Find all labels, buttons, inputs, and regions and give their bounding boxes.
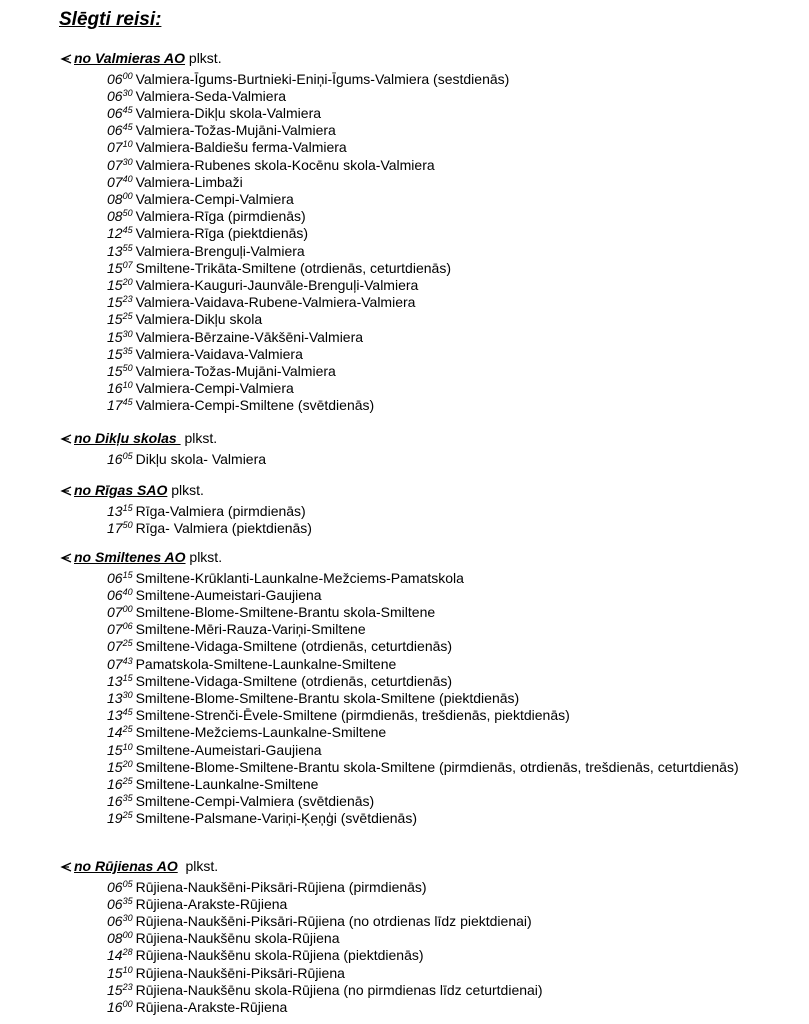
section-source: no Rīgas SAO (74, 482, 168, 498)
trip-row (107, 670, 452, 687)
trip-route: Smiltene-Vidaga-Smiltene (otrdienās, ceturtdienās) (135, 672, 453, 689)
section-source: no Valmieras AO (74, 50, 186, 66)
trip-row (107, 205, 306, 225)
departure-minute: 05 (122, 878, 133, 889)
arrow-left-icon (60, 858, 74, 875)
arrow-left-icon (60, 482, 74, 499)
departure-minute: 30 (122, 912, 133, 923)
trip-row (107, 326, 363, 343)
section-heading (60, 482, 204, 499)
trip-route: Smiltene-Aumeistari-Gaujiena (135, 741, 322, 758)
arrow-left-icon (60, 50, 74, 67)
departure-minute: 05 (122, 450, 133, 461)
trip-route: Dikļu skola- Valmiera (135, 450, 267, 467)
trip-row (107, 274, 418, 291)
trip-row (107, 687, 519, 704)
trip-row (107, 85, 286, 102)
trip-row (107, 979, 543, 996)
departure-minute: 43 (122, 655, 133, 666)
departure-hour: 06 (107, 878, 123, 895)
departure-hour: 13 (107, 672, 123, 689)
trip-row (107, 377, 294, 397)
departure-hour: 06 (107, 912, 123, 929)
section-source: no Smiltenes AO (74, 549, 186, 565)
departure-minute: 35 (122, 895, 133, 906)
trip-route: Valmiera-Rubenes skola-Kocēnu skola-Valmiera (135, 156, 435, 173)
departure-hour: 13 (107, 707, 123, 724)
departure-minute: 45 (122, 122, 133, 133)
departure-minute: 07 (122, 259, 133, 270)
departure-hour: 08 (107, 930, 123, 947)
section-suffix: plkst. (185, 549, 223, 565)
departure-minute: 55 (122, 242, 133, 253)
departure-minute: 20 (122, 276, 133, 287)
departure-hour: 07 (107, 638, 123, 655)
trip-row (107, 962, 345, 979)
trip-row (107, 360, 336, 377)
trip-row (107, 807, 418, 827)
trip-route: Smiltene-Palsmane-Variņi-Ķeņģi (svētdienās) (135, 810, 418, 827)
trip-row (107, 704, 570, 724)
departure-hour: 06 (107, 569, 123, 586)
trip-row (107, 876, 427, 893)
departure-minute: 00 (122, 190, 133, 201)
departure-hour: 17 (107, 519, 123, 536)
departure-minute: 00 (122, 70, 133, 81)
departure-minute: 25 (122, 775, 133, 786)
departure-minute: 25 (122, 311, 133, 322)
departure-minute: 28 (122, 947, 133, 958)
trip-row (107, 756, 739, 773)
trip-route: Smiltene-Vidaga-Smiltene (otrdienās, ceturtdienās) (135, 638, 453, 655)
departure-minute: 45 (122, 104, 133, 115)
section-suffix: plkst. (167, 482, 204, 498)
departure-hour: 15 (107, 345, 123, 362)
departure-hour: 14 (107, 947, 123, 964)
trip-route: Rūjiena-Naukšēni-Piksāri-Rūjiena (no otrdienas līdz piektdienai) (135, 912, 532, 929)
trip-route: Rūjiena-Naukšēnu skola-Rūjiena (piektdienās) (135, 947, 424, 964)
departure-minute: 10 (122, 380, 133, 391)
trip-row (107, 188, 294, 205)
departure-hour: 15 (107, 294, 123, 311)
section-suffix: plkst. (185, 50, 222, 66)
trip-route: Valmiera-Vaidava-Rubene-Valmiera-Valmiera (135, 294, 416, 311)
page-title: Slēgti reisi: (59, 9, 162, 30)
trip-row (107, 653, 396, 670)
trip-row (107, 927, 340, 947)
section-heading (60, 549, 222, 566)
departure-hour: 06 (107, 104, 123, 121)
departure-hour: 07 (107, 655, 123, 672)
departure-hour: 15 (107, 362, 123, 379)
departure-minute: 45 (122, 707, 133, 718)
departure-minute: 20 (122, 758, 133, 769)
trip-row (107, 601, 435, 618)
trip-route: Valmiera-Bērzaine-Vākšēni-Valmiera (135, 328, 364, 345)
trip-route: Rūjiena-Arakste-Rūjiena (135, 895, 288, 912)
trip-route: Rīga-Valmiera (pirmdienās) (135, 502, 306, 519)
departure-hour: 16 (107, 793, 123, 810)
departure-hour: 17 (107, 397, 123, 414)
departure-minute: 15 (122, 502, 133, 513)
departure-hour: 06 (107, 586, 123, 603)
trip-row (107, 773, 318, 790)
departure-hour: 15 (107, 276, 123, 293)
trip-row (107, 119, 336, 139)
departure-hour: 15 (107, 259, 123, 276)
departure-minute: 30 (122, 156, 133, 167)
trip-route: Valmiera-Rīga (pirmdienās) (135, 208, 306, 225)
trip-row (107, 893, 287, 910)
departure-minute: 06 (122, 621, 133, 632)
departure-minute: 40 (122, 586, 133, 597)
arrow-left-icon (60, 549, 74, 566)
departure-minute: 45 (122, 397, 133, 408)
trip-row (107, 618, 366, 638)
trip-route: Valmiera-Kauguri-Jaunvāle-Brenguļi-Valmiera (135, 276, 419, 293)
trip-route: Smiltene-Launkalne-Smiltene (135, 775, 319, 792)
departure-hour: 15 (107, 328, 123, 345)
departure-minute: 23 (122, 294, 133, 305)
departure-hour: 16 (107, 998, 123, 1015)
trip-row (107, 910, 532, 927)
section-source: no Dikļu skolas (74, 430, 181, 446)
departure-hour: 07 (107, 173, 123, 190)
trip-route: Valmiera-Cempi-Smiltene (svētdienās) (135, 397, 375, 414)
trip-row (107, 257, 451, 274)
trip-route: Valmiera-Rīga (piektdienās) (135, 225, 309, 242)
departure-hour: 08 (107, 190, 123, 207)
departure-minute: 30 (122, 328, 133, 339)
departure-hour: 07 (107, 139, 123, 156)
trip-row (107, 171, 243, 188)
trip-row (107, 308, 263, 328)
trip-route: Valmiera-Dikļu skola-Valmiera (135, 104, 322, 121)
trip-row (107, 68, 509, 85)
trip-route: Pamatskola-Smiltene-Launkalne-Smiltene (135, 655, 397, 672)
trip-row (107, 635, 453, 655)
departure-minute: 40 (122, 173, 133, 184)
departure-hour: 16 (107, 380, 123, 397)
departure-hour: 07 (107, 603, 123, 620)
trip-route: Rūjiena-Naukšēni-Piksāri-Rūjiena (pirmdienās) (135, 878, 427, 895)
departure-hour: 13 (107, 689, 123, 706)
departure-minute: 50 (122, 208, 133, 219)
departure-hour: 07 (107, 156, 123, 173)
departure-hour: 06 (107, 122, 123, 139)
trip-row (107, 721, 387, 741)
departure-minute: 45 (122, 225, 133, 236)
section-heading (60, 858, 218, 875)
departure-hour: 13 (107, 502, 123, 519)
departure-hour: 16 (107, 775, 123, 792)
trip-route: Smiltene-Trikāta-Smiltene (otrdienās, ceturtdienās) (135, 259, 451, 276)
section-heading (60, 430, 217, 447)
departure-minute: 30 (122, 87, 133, 98)
trip-row (107, 790, 375, 810)
trip-route: Smiltene-Blome-Smiltene-Brantu skola-Smiltene (piektdienās) (135, 689, 520, 706)
trip-row (107, 136, 347, 156)
trip-route: Valmiera-Tožas-Mujāni-Valmiera (135, 122, 336, 139)
departure-minute: 00 (122, 930, 133, 941)
departure-hour: 06 (107, 70, 123, 87)
trip-row (107, 996, 287, 1013)
departure-minute: 15 (122, 672, 133, 683)
trip-route: Smiltene-Mēri-Rauza-Variņi-Smiltene (135, 621, 366, 638)
trip-row (107, 500, 306, 517)
departure-hour: 12 (107, 225, 123, 242)
trip-row (107, 944, 424, 964)
departure-minute: 23 (122, 981, 133, 992)
trip-row (107, 567, 464, 584)
section-suffix: plkst. (180, 430, 218, 446)
trip-route: Valmiera-Vaidava-Valmiera (135, 345, 303, 362)
trip-route: Rūjiena-Naukšēni-Piksāri-Rūjiena (135, 964, 345, 981)
departure-hour: 08 (107, 208, 123, 225)
trip-row (107, 343, 303, 360)
trip-route: Smiltene-Krūklanti-Launkalne-Mežciems-Pamatskola (135, 569, 464, 586)
departure-hour: 16 (107, 450, 123, 467)
section-source: no Rūjienas AO (74, 858, 178, 874)
trip-route: Rūjiena-Naukšēnu skola-Rūjiena (no pirmdienas līdz ceturtdienai) (135, 981, 543, 998)
trip-row (107, 291, 416, 311)
departure-hour: 15 (107, 981, 123, 998)
trip-route: Valmiera-Limbaži (135, 173, 243, 190)
departure-hour: 07 (107, 621, 123, 638)
trip-route: Smiltene-Cempi-Valmiera (svētdienās) (135, 793, 375, 810)
departure-minute: 25 (122, 724, 133, 735)
trip-route: Smiltene-Blome-Smiltene-Brantu skola-Smiltene (135, 603, 436, 620)
trip-route: Valmiera-Īgums-Burtnieki-Eniņi-Īgums-Valmiera (sestdienās) (135, 70, 510, 87)
departure-minute: 00 (122, 998, 133, 1009)
trip-route: Smiltene-Strenči-Ēvele-Smiltene (pirmdienās, trešdienās, piektdienās) (135, 707, 570, 724)
trip-route: Valmiera-Brenguļi-Valmiera (135, 242, 305, 259)
departure-hour: 15 (107, 964, 123, 981)
departure-minute: 00 (122, 603, 133, 614)
trip-row (107, 448, 266, 465)
departure-hour: 06 (107, 895, 123, 912)
departure-minute: 35 (122, 345, 133, 356)
departure-minute: 10 (122, 964, 133, 975)
trip-route: Valmiera-Tožas-Mujāni-Valmiera (135, 362, 336, 379)
departure-minute: 10 (122, 741, 133, 752)
trip-row (107, 394, 375, 414)
departure-minute: 30 (122, 689, 133, 700)
section-heading (60, 50, 222, 67)
departure-minute: 35 (122, 793, 133, 804)
arrow-left-icon (60, 430, 74, 447)
departure-minute: 50 (122, 519, 133, 530)
trip-route: Smiltene-Mežciems-Launkalne-Smiltene (135, 724, 387, 741)
trip-row (107, 517, 312, 534)
departure-hour: 13 (107, 242, 123, 259)
departure-hour: 15 (107, 741, 123, 758)
trip-row (107, 739, 322, 756)
trip-row (107, 584, 322, 601)
trip-route: Valmiera-Seda-Valmiera (135, 87, 287, 104)
trip-route: Smiltene-Blome-Smiltene-Brantu skola-Smiltene (pirmdienās, otrdienās, trešdienās, ceturtdienās) (135, 758, 739, 775)
trip-row (107, 240, 305, 257)
departure-hour: 19 (107, 810, 123, 827)
departure-hour: 14 (107, 724, 123, 741)
departure-hour: 15 (107, 311, 123, 328)
departure-hour: 06 (107, 87, 123, 104)
trip-route: Valmiera-Cempi-Valmiera (135, 380, 294, 397)
trip-row (107, 222, 309, 242)
trip-route: Valmiera-Dikļu skola (135, 311, 263, 328)
departure-minute: 25 (122, 638, 133, 649)
trip-route: Rīga- Valmiera (piektdienās) (135, 519, 312, 536)
departure-hour: 15 (107, 758, 123, 775)
trip-route: Valmiera-Cempi-Valmiera (135, 190, 294, 207)
trip-route: Smiltene-Aumeistari-Gaujiena (135, 586, 322, 603)
trip-row (107, 154, 435, 171)
trip-route: Rūjiena-Arakste-Rūjiena (135, 998, 288, 1015)
trip-route: Rūjiena-Naukšēnu skola-Rūjiena (135, 930, 340, 947)
departure-minute: 15 (122, 569, 133, 580)
trip-row (107, 102, 321, 119)
departure-minute: 10 (122, 139, 133, 150)
section-suffix: plkst. (177, 858, 219, 874)
trip-route: Valmiera-Baldiešu ferma-Valmiera (135, 139, 347, 156)
departure-minute: 25 (122, 810, 133, 821)
departure-minute: 50 (122, 362, 133, 373)
